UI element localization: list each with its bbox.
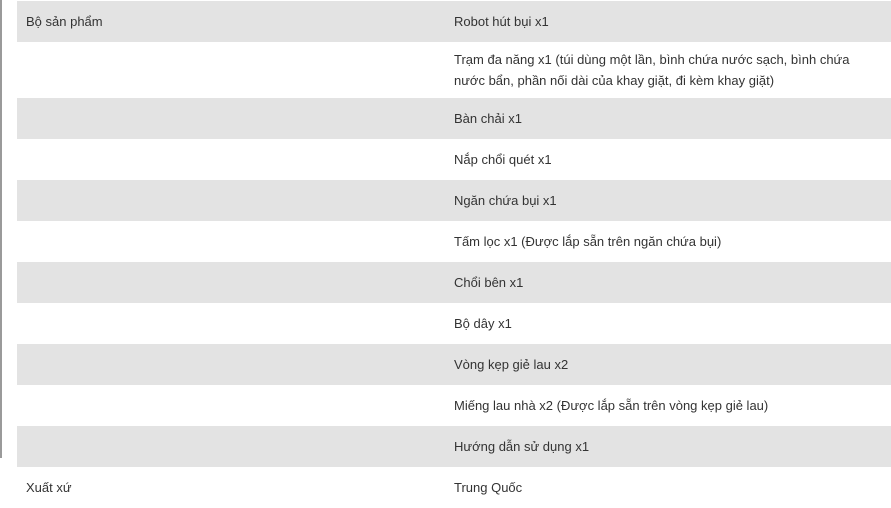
spec-label: Xuất xứ bbox=[17, 467, 445, 508]
spec-value: Bộ dây x1 bbox=[445, 303, 891, 344]
spec-value: Hướng dẫn sử dụng x1 bbox=[445, 426, 891, 467]
spec-label bbox=[17, 385, 445, 426]
table-row bbox=[17, 221, 891, 262]
spec-value: Nắp chổi quét x1 bbox=[445, 139, 891, 180]
table-row bbox=[17, 303, 891, 344]
spec-label bbox=[17, 139, 445, 180]
spec-label: Bộ sản phẩm bbox=[17, 1, 445, 42]
table-row bbox=[17, 42, 891, 98]
spec-label bbox=[17, 180, 445, 221]
spec-table bbox=[17, 1, 891, 508]
spec-label bbox=[17, 262, 445, 303]
spec-label bbox=[17, 426, 445, 467]
spec-label bbox=[17, 303, 445, 344]
spec-value: Miếng lau nhà x2 (Được lắp sẵn trên vòng kẹp giẻ lau) bbox=[445, 385, 891, 426]
spec-value: Trung Quốc bbox=[445, 467, 891, 508]
table-row bbox=[17, 385, 891, 426]
spec-value: Tấm lọc x1 (Được lắp sẵn trên ngăn chứa bụi) bbox=[445, 221, 891, 262]
spec-value: Vòng kẹp giẻ lau x2 bbox=[445, 344, 891, 385]
table-row bbox=[17, 344, 891, 385]
spec-label bbox=[17, 42, 445, 98]
spec-value: Trạm đa năng x1 (túi dùng một lần, bình chứa nước sạch, bình chứa nước bẩn, phần nối dài của khay giặt, đi kèm khay giặt) bbox=[445, 42, 891, 98]
table-row bbox=[17, 262, 891, 303]
table-row bbox=[17, 180, 891, 221]
spec-value: Chổi bên x1 bbox=[445, 262, 891, 303]
spec-label bbox=[17, 344, 445, 385]
table-row bbox=[17, 1, 891, 42]
table-row bbox=[17, 139, 891, 180]
spec-value: Robot hút bụi x1 bbox=[445, 1, 891, 42]
table-row bbox=[17, 426, 891, 467]
table-row bbox=[17, 467, 891, 508]
left-border bbox=[0, 0, 2, 458]
spec-value: Ngăn chứa bụi x1 bbox=[445, 180, 891, 221]
spec-value: Bàn chải x1 bbox=[445, 98, 891, 139]
spec-label bbox=[17, 221, 445, 262]
spec-label bbox=[17, 98, 445, 139]
table-row bbox=[17, 98, 891, 139]
